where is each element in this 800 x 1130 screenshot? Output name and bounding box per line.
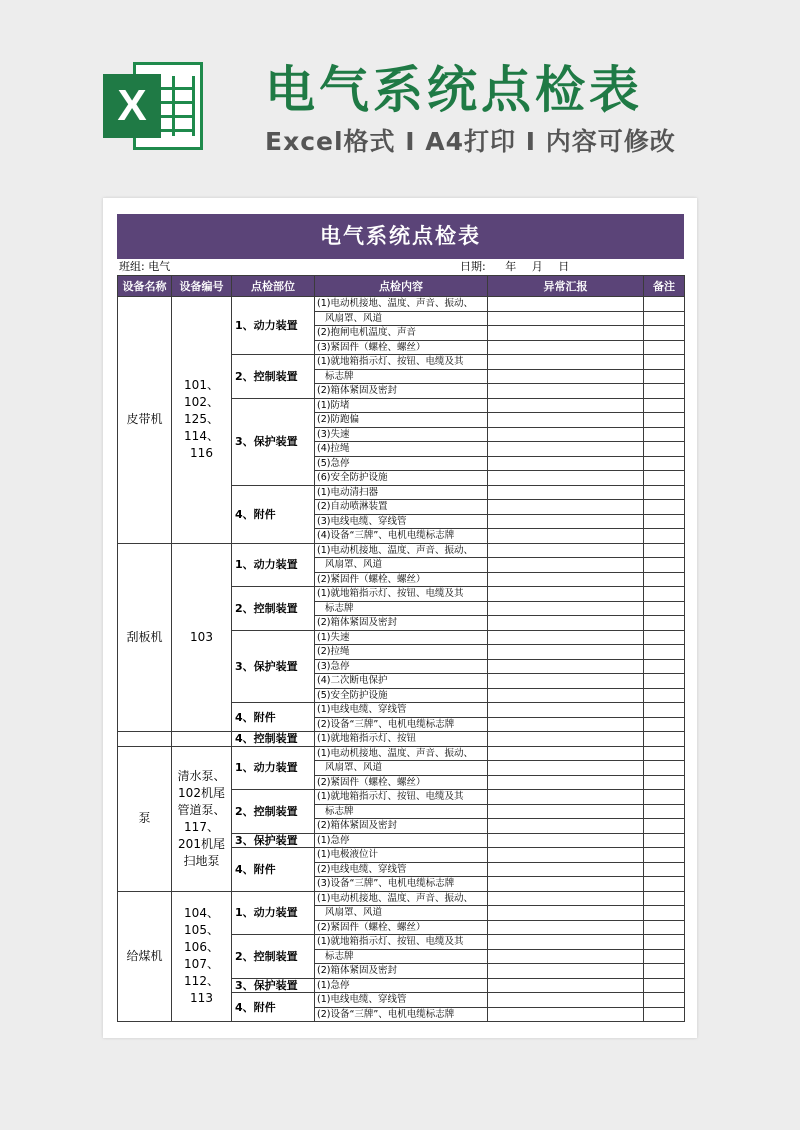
inspection-content-cell[interactable]: (5)急停	[315, 456, 488, 471]
abnormal-report-cell[interactable]	[488, 587, 644, 602]
inspection-content-cell[interactable]: (2)箱体紧固及密封	[315, 964, 488, 979]
remarks-cell[interactable]	[644, 688, 685, 703]
team-label[interactable]: 班组: 电气	[119, 260, 171, 273]
inspection-part-cell[interactable]: 1、动力装置	[232, 891, 315, 935]
inspection-content-cell[interactable]: (1)就地箱指示灯、按钮、电缆及其	[315, 790, 488, 805]
inspection-content-cell[interactable]: 标志牌	[315, 804, 488, 819]
abnormal-report-cell[interactable]	[488, 674, 644, 689]
inspection-content-cell[interactable]: (2)设备“三牌”、电机电缆标志牌	[315, 1007, 488, 1022]
inspection-content-cell[interactable]: (4)二次断电保护	[315, 674, 488, 689]
inspection-table	[117, 275, 685, 1022]
abnormal-report-cell[interactable]	[488, 978, 644, 993]
remarks-cell[interactable]	[644, 819, 685, 834]
abnormal-report-cell[interactable]	[488, 949, 644, 964]
equipment-code-cell[interactable]: 104、105、106、107、112、113	[172, 891, 232, 1022]
inspection-content-cell[interactable]: (1)失速	[315, 630, 488, 645]
remarks-cell[interactable]	[644, 514, 685, 529]
abnormal-report-cell[interactable]	[488, 703, 644, 718]
abnormal-report-cell[interactable]	[488, 761, 644, 776]
equipment-code-cell[interactable]: 103	[172, 543, 232, 732]
date-day: 日	[558, 260, 570, 273]
abnormal-report-cell[interactable]	[488, 471, 644, 486]
remarks-cell[interactable]	[644, 369, 685, 384]
abnormal-report-cell[interactable]	[488, 500, 644, 515]
remarks-cell[interactable]	[644, 572, 685, 587]
table-header-row	[118, 276, 685, 297]
remarks-cell[interactable]	[644, 949, 685, 964]
abnormal-report-cell[interactable]	[488, 790, 644, 805]
abnormal-report-cell[interactable]	[488, 413, 644, 428]
abnormal-report-cell[interactable]	[488, 645, 644, 660]
abnormal-report-cell[interactable]	[488, 529, 644, 544]
date-month: 月	[531, 260, 543, 273]
inspection-part-cell[interactable]: 2、控制装置	[232, 355, 315, 399]
abnormal-report-cell[interactable]	[488, 906, 644, 921]
inspection-content-cell[interactable]: (2)防跑偏	[315, 413, 488, 428]
remarks-cell[interactable]	[644, 703, 685, 718]
remarks-cell[interactable]	[644, 471, 685, 486]
inspection-content-cell[interactable]: (3)失速	[315, 427, 488, 442]
inspection-content-cell[interactable]: (1)电动机接地、温度、声音、振动、	[315, 543, 488, 558]
remarks-cell[interactable]	[644, 964, 685, 979]
remarks-cell[interactable]	[644, 543, 685, 558]
inspection-content-cell[interactable]: (1)就地箱指示灯、按钮、电缆及其	[315, 355, 488, 370]
inspection-content-cell[interactable]: (5)安全防护设施	[315, 688, 488, 703]
inspection-part-cell[interactable]: 1、动力装置	[232, 297, 315, 355]
inspection-content-cell[interactable]: (2)箱体紧固及密封	[315, 384, 488, 399]
col-inspection-part: 点检部位	[232, 276, 315, 297]
abnormal-report-cell[interactable]	[488, 398, 644, 413]
abnormal-report-cell[interactable]	[488, 297, 644, 312]
inspection-content-cell[interactable]: (3)急停	[315, 659, 488, 674]
date-field[interactable]	[460, 259, 573, 275]
remarks-cell[interactable]	[644, 862, 685, 877]
inspection-content-cell[interactable]: 标志牌	[315, 369, 488, 384]
remarks-cell[interactable]	[644, 297, 685, 312]
inspection-content-cell[interactable]: (1)急停	[315, 978, 488, 993]
remarks-cell[interactable]	[644, 500, 685, 515]
inspection-content-cell[interactable]: (2)抱闸电机温度、声音	[315, 326, 488, 341]
inspection-content-cell[interactable]: 标志牌	[315, 949, 488, 964]
remarks-cell[interactable]	[644, 804, 685, 819]
remarks-cell[interactable]	[644, 587, 685, 602]
abnormal-report-cell[interactable]	[488, 543, 644, 558]
excel-logo-icon	[103, 58, 207, 154]
abnormal-report-cell[interactable]	[488, 514, 644, 529]
remarks-cell[interactable]	[644, 978, 685, 993]
abnormal-report-cell[interactable]	[488, 746, 644, 761]
equipment-name-cell[interactable]: 皮带机	[118, 297, 172, 544]
abnormal-report-cell[interactable]	[488, 920, 644, 935]
inspection-part-cell[interactable]: 1、动力装置	[232, 543, 315, 587]
abnormal-report-cell[interactable]	[488, 688, 644, 703]
remarks-cell[interactable]	[644, 732, 685, 747]
inspection-content-cell[interactable]: (3)设备“三牌”、电机电缆标志牌	[315, 877, 488, 892]
abnormal-report-cell[interactable]	[488, 384, 644, 399]
inspection-part-cell[interactable]: 4、附件	[232, 703, 315, 732]
remarks-cell[interactable]	[644, 529, 685, 544]
equipment-name-cell[interactable]: 刮板机	[118, 543, 172, 732]
inspection-content-cell[interactable]: (4)设备“三牌”、电机电缆标志牌	[315, 529, 488, 544]
abnormal-report-cell[interactable]	[488, 485, 644, 500]
remarks-cell[interactable]	[644, 413, 685, 428]
remarks-cell[interactable]	[644, 485, 685, 500]
subtitle: Excel格式 I A4打印 I 内容可修改	[265, 127, 676, 156]
abnormal-report-cell[interactable]	[488, 804, 644, 819]
date-year: 年	[505, 260, 517, 273]
remarks-cell[interactable]	[644, 746, 685, 761]
remarks-cell[interactable]	[644, 355, 685, 370]
inspection-part-cell[interactable]: 3、保护装置	[232, 978, 315, 993]
inspection-part-cell[interactable]: 1、动力装置	[232, 746, 315, 790]
remarks-cell[interactable]	[644, 384, 685, 399]
inspection-content-cell[interactable]: (1)就地箱指示灯、按钮	[315, 732, 488, 747]
remarks-cell[interactable]	[644, 717, 685, 732]
inspection-content-cell[interactable]: (2)自动喷淋装置	[315, 500, 488, 515]
info-row	[117, 259, 684, 275]
remarks-cell[interactable]	[644, 935, 685, 950]
inspection-part-cell[interactable]: 3、保护装置	[232, 630, 315, 703]
inspection-content-cell[interactable]: (2)箱体紧固及密封	[315, 819, 488, 834]
remarks-cell[interactable]	[644, 311, 685, 326]
col-inspection-content: 点检内容	[315, 276, 488, 297]
table-row	[118, 891, 685, 906]
remarks-cell[interactable]	[644, 775, 685, 790]
abnormal-report-cell[interactable]	[488, 427, 644, 442]
remarks-cell[interactable]	[644, 920, 685, 935]
abnormal-report-cell[interactable]	[488, 326, 644, 341]
equipment-code-cell[interactable]: 清水泵、102机尾管道泵、117、201机尾扫地泵	[172, 746, 232, 891]
spreadsheet-paper	[103, 198, 697, 1038]
inspection-content-cell[interactable]: (2)紧固件（螺栓、螺丝）	[315, 572, 488, 587]
table-row	[118, 732, 685, 747]
remarks-cell[interactable]	[644, 906, 685, 921]
inspection-content-cell[interactable]: (2)拉绳	[315, 645, 488, 660]
remarks-cell[interactable]	[644, 340, 685, 355]
table-row	[118, 543, 685, 558]
abnormal-report-cell[interactable]	[488, 877, 644, 892]
abnormal-report-cell[interactable]	[488, 891, 644, 906]
inspection-content-cell[interactable]: 标志牌	[315, 601, 488, 616]
abnormal-report-cell[interactable]	[488, 862, 644, 877]
remarks-cell[interactable]	[644, 1007, 685, 1022]
abnormal-report-cell[interactable]	[488, 935, 644, 950]
col-equipment-name: 设备名称	[118, 276, 172, 297]
remarks-cell[interactable]	[644, 848, 685, 863]
inspection-content-cell[interactable]: (3)紧固件（螺栓、螺丝）	[315, 340, 488, 355]
inspection-content-cell[interactable]: 风扇罩、风道	[315, 906, 488, 921]
abnormal-report-cell[interactable]	[488, 630, 644, 645]
inspection-content-cell[interactable]: (2)箱体紧固及密封	[315, 616, 488, 631]
col-equipment-code: 设备编号	[172, 276, 232, 297]
remarks-cell[interactable]	[644, 398, 685, 413]
inspection-content-cell[interactable]: (1)就地箱指示灯、按钮、电缆及其	[315, 935, 488, 950]
abnormal-report-cell[interactable]	[488, 775, 644, 790]
remarks-cell[interactable]	[644, 645, 685, 660]
inspection-content-cell[interactable]: (2)电线电缆、穿线管	[315, 862, 488, 877]
remarks-cell[interactable]	[644, 674, 685, 689]
inspection-part-cell[interactable]: 2、控制装置	[232, 587, 315, 631]
table-row	[118, 746, 685, 761]
inspection-content-cell[interactable]: (2)紧固件（螺栓、螺丝）	[315, 775, 488, 790]
inspection-content-cell[interactable]: (2)设备“三牌”、电机电缆标志牌	[315, 717, 488, 732]
inspection-content-cell[interactable]: (1)电线电缆、穿线管	[315, 993, 488, 1008]
date-label: 日期:	[460, 260, 486, 273]
inspection-part-cell[interactable]: 4、附件	[232, 993, 315, 1022]
abnormal-report-cell[interactable]	[488, 819, 644, 834]
remarks-cell[interactable]	[644, 601, 685, 616]
inspection-content-cell[interactable]: (1)就地箱指示灯、按钮、电缆及其	[315, 587, 488, 602]
inspection-sheet	[117, 214, 684, 1022]
inspection-content-cell[interactable]: 风扇罩、风道	[315, 311, 488, 326]
page-header	[0, 0, 800, 190]
inspection-content-cell[interactable]: 风扇罩、风道	[315, 761, 488, 776]
remarks-cell[interactable]	[644, 891, 685, 906]
remarks-cell[interactable]	[644, 630, 685, 645]
remarks-cell[interactable]	[644, 427, 685, 442]
equipment-code-cell[interactable]: 101、102、125、114、116	[172, 297, 232, 544]
remarks-cell[interactable]	[644, 616, 685, 631]
abnormal-report-cell[interactable]	[488, 558, 644, 573]
equipment-name-cell[interactable]: 泵	[118, 746, 172, 891]
remarks-cell[interactable]	[644, 442, 685, 457]
inspection-content-cell[interactable]: (1)电动机接地、温度、声音、振动、	[315, 891, 488, 906]
abnormal-report-cell[interactable]	[488, 659, 644, 674]
abnormal-report-cell[interactable]	[488, 601, 644, 616]
inspection-content-cell[interactable]: (2)紧固件（螺栓、螺丝）	[315, 920, 488, 935]
abnormal-report-cell[interactable]	[488, 964, 644, 979]
inspection-part-cell[interactable]: 4、附件	[232, 485, 315, 543]
abnormal-report-cell[interactable]	[488, 732, 644, 747]
inspection-content-cell[interactable]: (1)电动清扫器	[315, 485, 488, 500]
remarks-cell[interactable]	[644, 659, 685, 674]
abnormal-report-cell[interactable]	[488, 616, 644, 631]
inspection-content-cell[interactable]: (1)电动机接地、温度、声音、振动、	[315, 297, 488, 312]
abnormal-report-cell[interactable]	[488, 311, 644, 326]
abnormal-report-cell[interactable]	[488, 993, 644, 1008]
inspection-content-cell[interactable]: (1)电极液位计	[315, 848, 488, 863]
inspection-content-cell[interactable]: 风扇罩、风道	[315, 558, 488, 573]
inspection-part-cell[interactable]: 3、保护装置	[232, 833, 315, 848]
abnormal-report-cell[interactable]	[488, 442, 644, 457]
inspection-content-cell[interactable]: (1)电动机接地、温度、声音、振动、	[315, 746, 488, 761]
abnormal-report-cell[interactable]	[488, 572, 644, 587]
main-title: 电气系统点检表	[265, 61, 643, 119]
remarks-cell[interactable]	[644, 326, 685, 341]
inspection-content-cell[interactable]: (6)安全防护设施	[315, 471, 488, 486]
excel-logo-letter: X	[103, 74, 161, 138]
inspection-content-cell[interactable]: (1)急停	[315, 833, 488, 848]
remarks-cell[interactable]	[644, 833, 685, 848]
equipment-code-cell[interactable]	[172, 732, 232, 747]
inspection-part-cell[interactable]: 2、控制装置	[232, 935, 315, 979]
inspection-part-cell[interactable]: 2、控制装置	[232, 790, 315, 834]
abnormal-report-cell[interactable]	[488, 848, 644, 863]
remarks-cell[interactable]	[644, 558, 685, 573]
abnormal-report-cell[interactable]	[488, 1007, 644, 1022]
equipment-name-cell[interactable]: 给煤机	[118, 891, 172, 1022]
abnormal-report-cell[interactable]	[488, 833, 644, 848]
remarks-cell[interactable]	[644, 877, 685, 892]
abnormal-report-cell[interactable]	[488, 355, 644, 370]
sheet-title: 电气系统点检表	[117, 214, 684, 259]
inspection-part-cell[interactable]: 4、附件	[232, 848, 315, 892]
inspection-part-cell[interactable]: 4、控制装置	[232, 732, 315, 747]
abnormal-report-cell[interactable]	[488, 717, 644, 732]
inspection-part-cell[interactable]: 3、保护装置	[232, 398, 315, 485]
inspection-content-cell[interactable]: (1)电线电缆、穿线管	[315, 703, 488, 718]
abnormal-report-cell[interactable]	[488, 340, 644, 355]
inspection-content-cell[interactable]: (4)拉绳	[315, 442, 488, 457]
inspection-content-cell[interactable]: (1)防堵	[315, 398, 488, 413]
equipment-name-cell[interactable]	[118, 732, 172, 747]
abnormal-report-cell[interactable]	[488, 456, 644, 471]
remarks-cell[interactable]	[644, 993, 685, 1008]
col-remarks: 备注	[644, 276, 685, 297]
remarks-cell[interactable]	[644, 790, 685, 805]
table-row	[118, 297, 685, 312]
remarks-cell[interactable]	[644, 456, 685, 471]
remarks-cell[interactable]	[644, 761, 685, 776]
col-abnormal-report: 异常汇报	[488, 276, 644, 297]
inspection-content-cell[interactable]: (3)电线电缆、穿线管	[315, 514, 488, 529]
abnormal-report-cell[interactable]	[488, 369, 644, 384]
